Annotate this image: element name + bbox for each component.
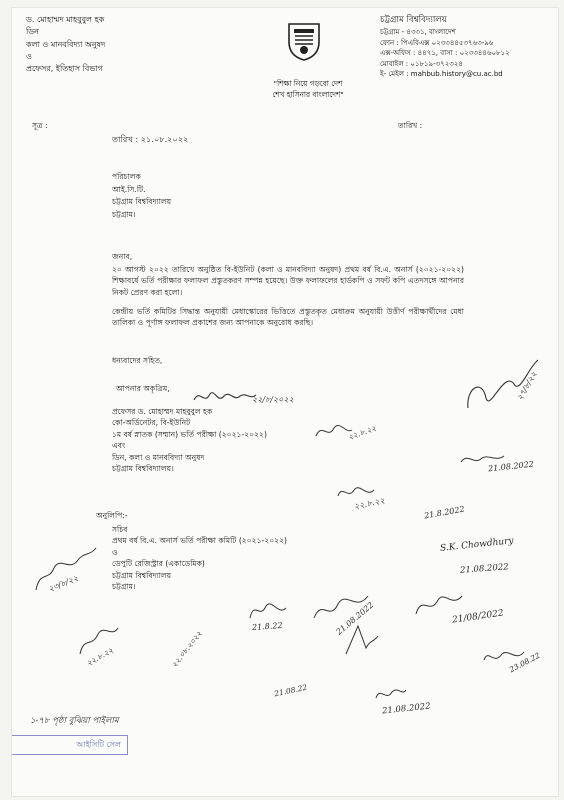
body-paragraph-1: ২০ আগস্ট ২০২২ তারিখে অনুষ্ঠিত বি-ইউনিট (কলা ও মানববিদ্যা অনুষদ) প্রথম বর্ষ বি.এ. অনার্স (২০২১-২০২২) শিক্ষাবর্ষে ভর্তি পরীক্ষার ফলাফল প্রস্তুতকরণ সম্পন্ন হয়েছে। উক্ত ফলাফলের হার্ডকপি ও সফট কপি এতদসঙ্গে আপনার নিকট প্রেরণ করা হলো। bbox=[112, 265, 464, 297]
closing-line: আপনার অকৃত্রিম, bbox=[116, 384, 170, 393]
handwritten-name: S.K. Chowdhury bbox=[439, 536, 515, 554]
slogan-line-2: শেখ হাসিনার বাংলাদেশ" bbox=[272, 90, 344, 99]
date-label-right: তারিখ : bbox=[398, 121, 423, 130]
letter-date: তারিখ : ২১.০৮.২০২২ bbox=[112, 134, 189, 144]
recipient-line: চট্টগ্রাম। bbox=[112, 209, 136, 219]
cc-block bbox=[112, 524, 287, 592]
ict-cell-stamp bbox=[12, 735, 128, 755]
handwritten-date: 21.08.2022 bbox=[487, 459, 535, 474]
slogan-line-1: "শিক্ষা নিয়ে গড়বো দেশ bbox=[273, 79, 343, 88]
cc-line: ও bbox=[112, 547, 118, 557]
reference-label: সূত্র : bbox=[32, 121, 48, 130]
address-line: চট্টগ্রাম - ৪৩৩১, বাংলাদেশ bbox=[380, 28, 456, 36]
signer-line: কো-অর্ডিনেটর, বি-ইউনিট bbox=[112, 418, 191, 428]
handwritten-date: 21.08.2022 bbox=[459, 562, 509, 576]
handwritten-date: ২৭/৮/২২ bbox=[515, 370, 539, 402]
phone-line: ফোন : পিএবিএক্স ০২৩৩৪৪৫৩৭৬৩-৯৬ bbox=[380, 38, 494, 47]
handwritten-date: 23.08.22 bbox=[507, 650, 542, 675]
handwritten-date: ২৩/৮/২২ bbox=[47, 573, 80, 594]
cc-line: ডেপুটি রেজিস্ট্রার (একাডেমিক) bbox=[112, 559, 205, 569]
sender-block bbox=[26, 14, 105, 75]
body-paragraph-2: কেন্দ্রীয় ভর্তি কমিটির সিদ্ধান্ত অনুযায়ী মেধাস্কোরের ভিত্তিতে প্রস্তুতকৃত মেধাক্রম অনুযায়ী উত্তীর্ণ পরীক্ষার্থীদের মেধা তালিকা ও পূর্ণাঙ্গ ফলাফল প্রকাশের জন্য আপনাকে অনুরোধ করছি। bbox=[112, 307, 464, 328]
handwritten-date: ২২.০৮.২০২২ bbox=[169, 629, 204, 670]
handwritten-date: 21.08.22 bbox=[273, 682, 308, 699]
handwritten-date: 21.08.2022 bbox=[334, 600, 376, 637]
stamp-text: আইসিটি সেল bbox=[76, 740, 121, 749]
university-name: চট্টগ্রাম বিশ্ববিদ্যালয় bbox=[380, 15, 447, 25]
cc-line: চট্টগ্রাম বিশ্ববিদ্যালয় bbox=[112, 570, 172, 580]
handwritten-date: ২২.৮.২২ bbox=[84, 645, 115, 668]
recipient-line: চট্টগ্রাম বিশ্ববিদ্যালয় bbox=[112, 197, 172, 207]
signer-line: ডিন, কলা ও মানববিদ্যা অনুষদ bbox=[112, 452, 205, 462]
signer-line: প্রফেসর ড. মোহাম্মদ মাহবুবুল হক bbox=[112, 407, 213, 416]
cc-line: সচিব bbox=[112, 525, 128, 534]
handwritten-date: 21/08/2022 bbox=[451, 608, 505, 626]
email-line: ই- মেইল : mahbub.history@cu.ac.bd bbox=[380, 70, 503, 78]
sender-faculty: কলা ও মানববিদ্যা অনুষদ bbox=[26, 39, 106, 49]
thanks-line: ধন্যবাদের সহিত, bbox=[112, 356, 163, 365]
sender-department: প্রফেসর, ইতিহাস বিভাগ bbox=[26, 64, 103, 74]
slogan bbox=[256, 78, 360, 100]
recipient-line: পরিচালক bbox=[112, 172, 141, 181]
sender-name: ড. মোহাম্মদ মাহবুবুল হক bbox=[26, 15, 105, 24]
signer-line: ১ম বর্ষ স্নাতক (সম্মান) ভর্তি পরীক্ষা (২০২১-২০২২) bbox=[112, 429, 267, 439]
handwritten-date: ২২.৮.২২ bbox=[353, 495, 386, 512]
recipient-line: আই.সি.টি. bbox=[112, 184, 146, 194]
mobile-line: মোবাইল : ০১৮১৯-৩৭২৩২৪ bbox=[380, 59, 463, 68]
extension-line: এক্স-অফিস : ৪৪৭১, বাসা : ০২৩৩৪৪৬০৮১২ bbox=[380, 49, 510, 57]
recipient-block bbox=[112, 171, 171, 221]
handwritten-date: ২২.৮.২২ bbox=[346, 423, 378, 442]
received-note: ১-৭৮ পৃষ্ঠা বুঝিয়া পাইলাম bbox=[30, 716, 119, 726]
letter-page bbox=[12, 8, 558, 796]
sender-and: ও bbox=[26, 51, 32, 61]
handwritten-date: 21.8.2022 bbox=[423, 504, 466, 521]
university-logo bbox=[285, 20, 323, 62]
handwritten-date: 21.8.22 bbox=[251, 620, 283, 633]
sender-title: ডিন bbox=[26, 27, 39, 37]
signer-block bbox=[112, 406, 267, 474]
cc-line: প্রথম বর্ষ বি.এ. অনার্স ভর্তি পরীক্ষা কমিটি (২০২১-২০২২) bbox=[112, 536, 287, 546]
cc-line: চট্টগ্রাম। bbox=[112, 582, 136, 592]
received-signature bbox=[374, 684, 408, 704]
signature-date: ২২/৮/২০২২ bbox=[252, 395, 294, 404]
signer-line: এবং bbox=[112, 441, 126, 451]
cc-label: অনুলিপি:- bbox=[96, 511, 128, 520]
handwritten-date: 21.08.2022 bbox=[381, 701, 432, 717]
signer-line: চট্টগ্রাম বিশ্ববিদ্যালয়। bbox=[112, 464, 174, 474]
salutation: জনাব, bbox=[112, 252, 133, 261]
university-address bbox=[380, 14, 510, 80]
